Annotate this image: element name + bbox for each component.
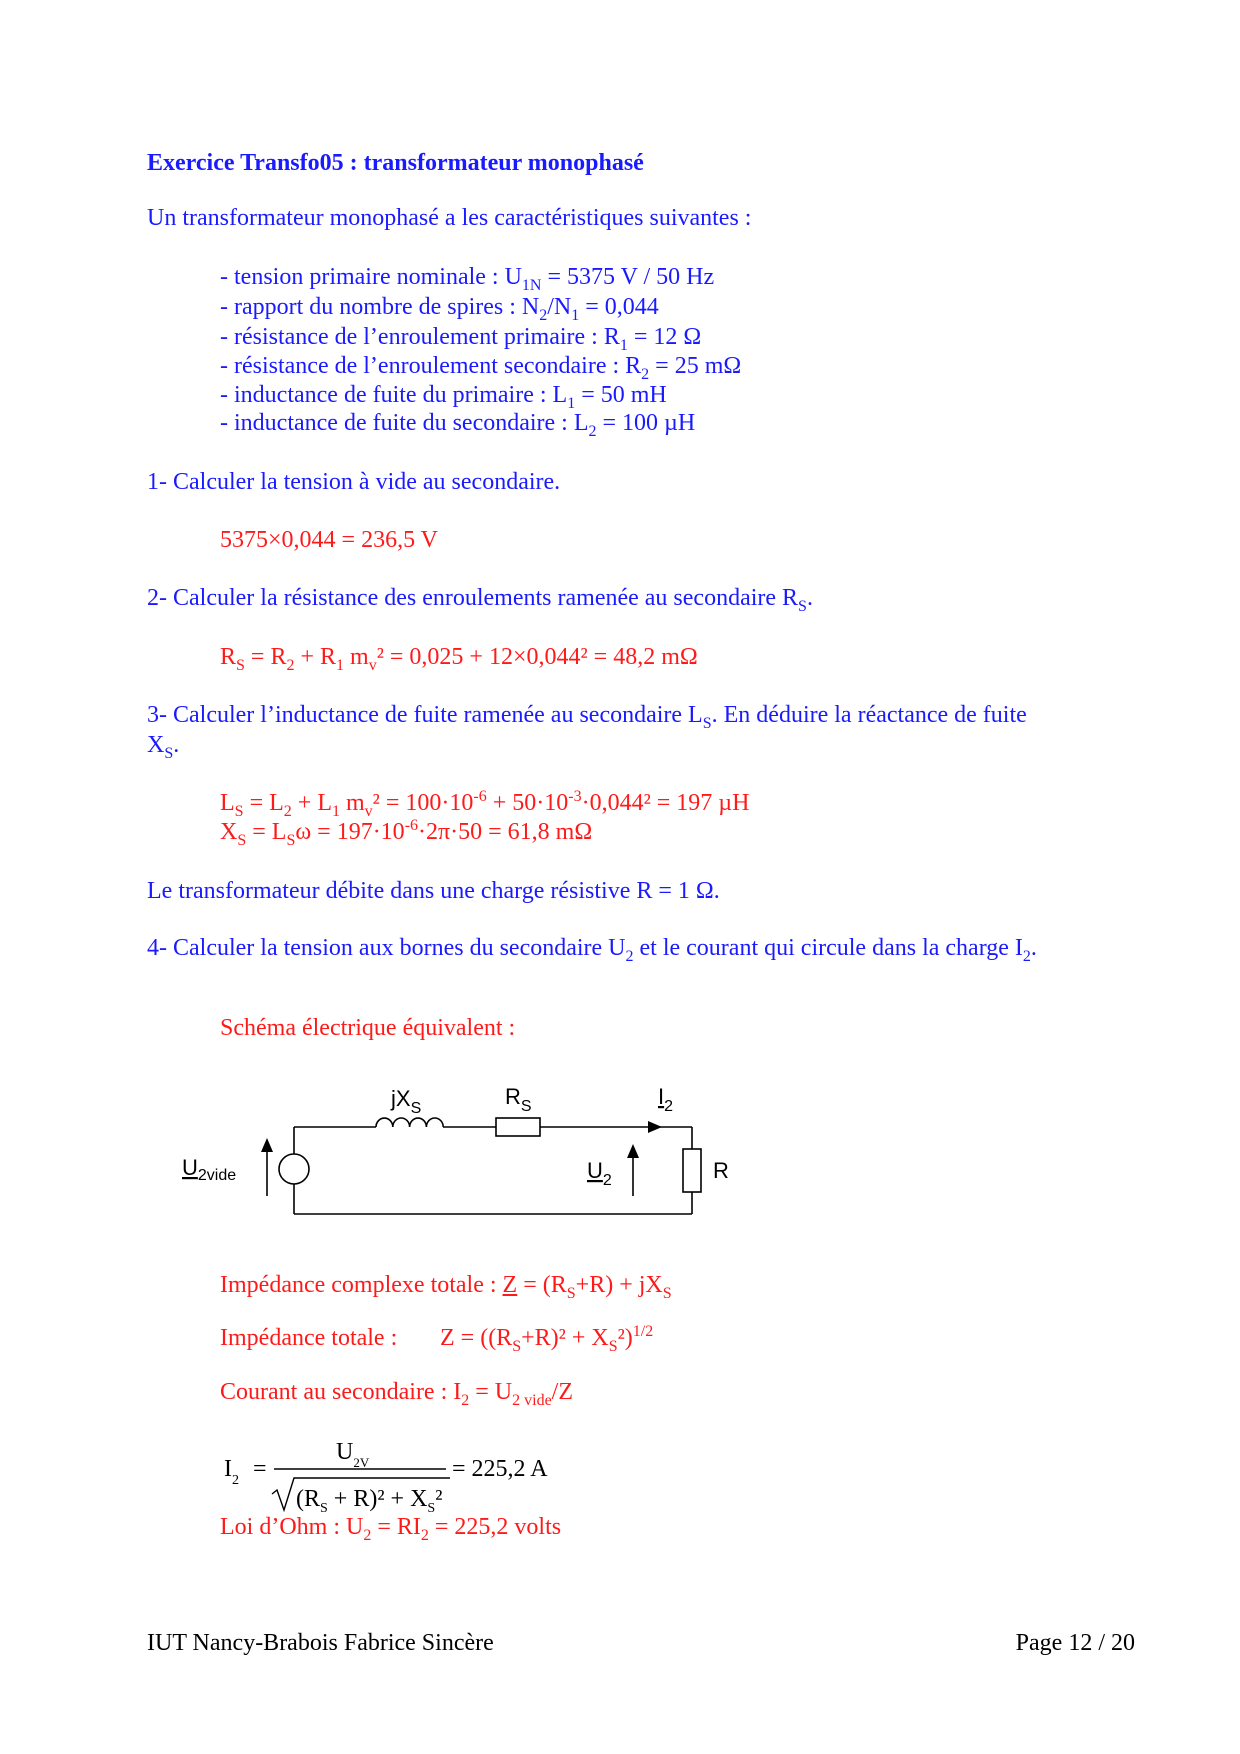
load-resistor-label: R [713,1158,729,1183]
impedance-complex: Impédance complexe totale : $Z = (R_S+R) + jX_S$ [220,1272,672,1302]
formula-equals: = [253,1456,267,1482]
source-symbol [279,1154,309,1184]
inductor-symbol [376,1118,443,1127]
spec-r2: - résistance de l’enroulement secondaire : $R_2 = 25$ mΩ [220,353,742,383]
question-2: 2- Calculer la résistance des enroulements ramenée au secondaire $R_S$. [147,585,813,615]
formula-denominator: $(R_S + R)^2 + X_S^2$ [296,1486,443,1516]
ohm-law: Loi d’Ohm : $U_2 = RI_2 = 225,2$ volts [220,1514,562,1544]
answer-3-ls: $L_S = L_2 + L_1$ $m_v^2 = 100\cdot 10^{-6} + 50\cdot 10^{-3}\cdot 0,044^2 = 197$ µH [220,788,750,820]
current-label: $I_2$ [658,1084,674,1115]
inductor-label: $jX_S$ [391,1086,422,1117]
answer-2: $R_S = R_2 + R_1$ $m_v^2 = 0,025 + 12\times 0,044^2 = 48,2$ mΩ [220,644,698,674]
question-3-line1: 3- Calculer l’inductance de fuite ramenée au secondaire $L_S$. En déduire la réactance de fuite [147,702,1027,732]
spec-rapport: - rapport du nombre de spires : $N_2/N_1 = 0,044$ [220,294,659,324]
question-3-line2: $X_S$. [147,732,180,762]
answer-1: 5375×0,044 = 236,5 V [220,527,438,553]
question-1: 1- Calculer la tension à vide au secondaire. [147,469,561,495]
footer-author: IUT Nancy-Brabois Fabrice Sincère [147,1630,494,1656]
intro-text: Un transformateur monophasé a les caractéristiques suivantes : [147,205,752,231]
impedance-total-formula: $Z = ((R_S+R)^2 + X_S^2)^{1/2}$ [440,1323,654,1355]
load-resistor-symbol [683,1149,701,1192]
answer-3-xs: $X_S = L_S\omega = 197\cdot 10^{-6}\cdot 2\pi\cdot 50 = 61,8$ mΩ [220,817,593,849]
spec-r1: - résistance de l’enroulement primaire : $R_1 = 12$ Ω [220,324,702,354]
formula-result: = 225,2 A [452,1456,548,1482]
series-resistor-symbol [496,1118,540,1136]
question-4: 4- Calculer la tension aux bornes du secondaire $U_2$ et le courant qui circule dans la charge $I_2$. [147,935,1037,965]
impedance-total-label: Impédance totale : [220,1325,398,1351]
spec-l2: - inductance de fuite du secondaire : $L_2 = 100$ µH [220,410,696,440]
load-statement: Le transformateur débite dans une charge résistive R = 1 Ω. [147,878,720,904]
schema-title: Schéma électrique équivalent : [220,1015,516,1041]
source-label: $U_{2vide}$ [182,1155,237,1184]
source-voltage-arrowhead [261,1138,273,1152]
formula-lhs: $I_2$ [224,1456,239,1488]
load-voltage-arrowhead [627,1144,639,1158]
formula-numerator: $U_{2V}$ [336,1439,370,1470]
spec-tension: - tension primaire nominale : $U_{1N} = 5375$ V / 50 Hz [220,264,715,294]
current-formula: Courant au secondaire : $I_2 = U_{2 vide}/Z$ [220,1379,573,1409]
current-arrow [648,1121,662,1133]
current-fraction-formula [222,1436,602,1526]
series-resistor-label: $R_S$ [505,1084,532,1115]
load-voltage-label: $U_2$ [587,1158,612,1189]
spec-l1: - inductance de fuite du primaire : $L_1 = 50$ mH [220,382,667,412]
page-title: Exercice Transfo05 : transformateur monophasé [147,150,644,176]
footer-page-number: Page 12 / 20 [1015,1630,1135,1656]
